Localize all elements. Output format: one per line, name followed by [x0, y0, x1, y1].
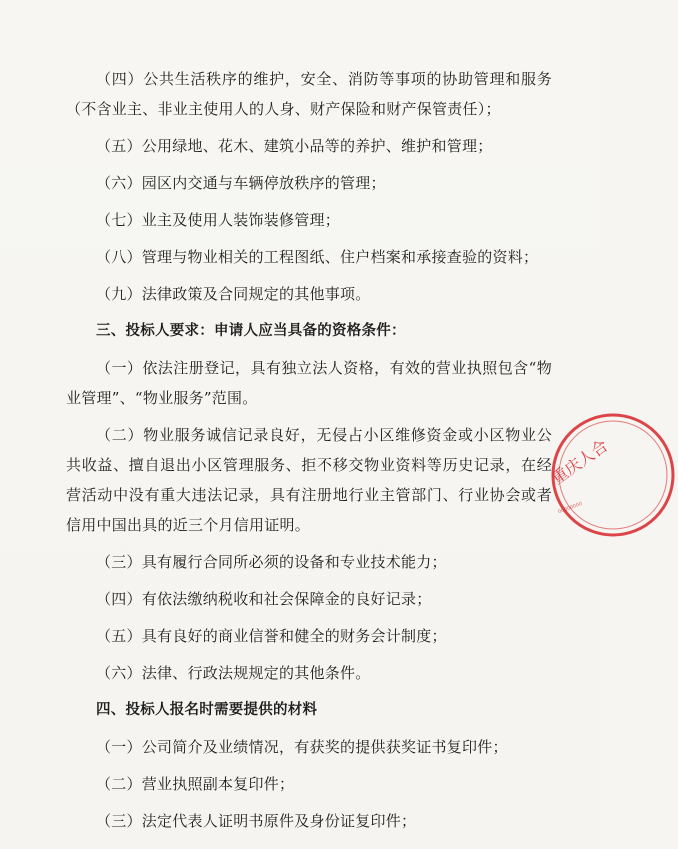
paragraph-service-4: （四）公共生活秩序的维护，安全、消防等事项的协助管理和服务（不含业主、非业主使用人的人身、财产保险和财产保管责任）； — [66, 70, 552, 118]
section-heading-bidder-requirements: 三、投标人要求：申请人应当具备的资格条件： — [96, 323, 406, 339]
paragraph-service-7: （七）业主及使用人装饰装修管理； — [96, 211, 341, 229]
company-seal-stamp — [548, 410, 678, 540]
paragraph-requirement-5: （五）具有良好的商业信誉和健全的财务会计制度； — [96, 627, 447, 645]
paragraph-service-9: （九）法律政策及合同规定的其他事项。 — [96, 285, 371, 303]
paragraph-service-8: （八）管理与物业相关的工程图纸、住户档案和承接查验的资料； — [96, 248, 539, 266]
paragraph-service-6: （六）园区内交通与车辆停放秩序的管理； — [96, 174, 386, 192]
paragraph-requirement-4: （四）有依法缴纳税收和社会保障金的良好记录； — [96, 590, 432, 608]
paragraph-requirement-2: （二）物业服务诚信记录良好，无侵占小区维修资金或小区物业公共收益、擅自退出小区管理服务、拒不移交物业资料等历史记录，在经营活动中没有重大违法记录，具有注册地行业主管部门、行业协会或者信用中国出具的近三个月信用证明。 — [66, 426, 552, 534]
seal-text: 重庆人合 — [548, 435, 612, 489]
paragraph-requirement-3: （三）具有履行合同所必须的设备和专业技术能力； — [96, 553, 447, 571]
seal-number-strip: 00000000 — [557, 500, 584, 516]
section-heading-registration-materials: 四、投标人报名时需要提供的材料 — [96, 702, 318, 718]
paragraph-service-5: （五）公用绿地、花木、建筑小品等的养护、维护和管理； — [96, 137, 493, 155]
paragraph-material-1: （一）公司简介及业绩情况，有获奖的提供获奖证书复印件； — [96, 738, 508, 756]
paragraph-requirement-1: （一）依法注册登记，具有独立法人资格，有效的营业执照包含“物业管理”、“物业服务”范围。 — [66, 359, 552, 407]
document-body — [66, 64, 552, 843]
paragraph-material-2: （二）营业执照副本复印件； — [96, 775, 295, 793]
paragraph-material-3: （三）法定代表人证明书原件及身份证复印件； — [96, 812, 417, 830]
paragraph-requirement-6: （六）法律、行政法规规定的其他条件。 — [96, 664, 371, 682]
